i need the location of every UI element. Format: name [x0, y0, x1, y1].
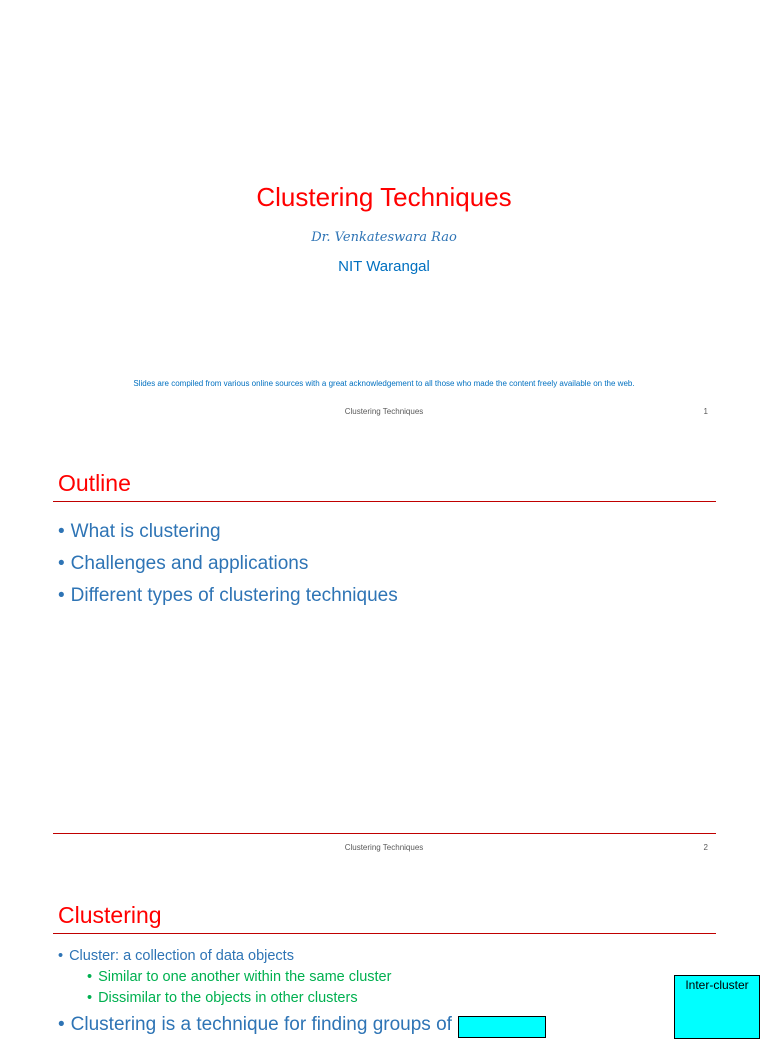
author-name: Dr. Venkateswara Rao [311, 230, 457, 245]
list-item: • Different types of clustering techniques [58, 580, 398, 612]
sub-list-item: • Similar to one another within the same cluster [58, 967, 391, 988]
slide-3 [0, 864, 768, 1035]
title-divider [53, 501, 716, 502]
intra-cluster-callout [458, 1016, 546, 1038]
slide-1 [0, 0, 768, 432]
slide-title: Clustering [58, 902, 162, 928]
slide-footer: Clustering Techniques [344, 407, 424, 416]
list-item: • Clustering is a technique for finding groups of [58, 1014, 452, 1036]
page-number: 1 [703, 407, 708, 416]
slide-footer: Clustering Techniques [344, 843, 424, 852]
list-item: • What is clustering [58, 516, 398, 548]
title-divider [53, 933, 716, 934]
outline-list [58, 516, 398, 612]
list-item: • Challenges and applications [58, 548, 398, 580]
slide-title: Clustering Techniques [256, 182, 512, 212]
sub-list-item: • Dissimilar to the objects in other clusters [58, 988, 391, 1009]
acknowledgement-text: Slides are compiled from various online sources with a great acknowledgement to all those who made the content freely available on the web. [133, 379, 635, 388]
bullet-list [58, 946, 391, 1009]
list-item: • Cluster: a collection of data objects [58, 946, 391, 967]
institute-name: NIT Warangal [338, 258, 430, 275]
slide-2 [0, 432, 768, 864]
slide-title: Outline [58, 470, 131, 496]
inter-cluster-callout: Inter-cluster [674, 975, 760, 1039]
footer-divider [53, 833, 716, 834]
page-number: 2 [703, 843, 708, 852]
